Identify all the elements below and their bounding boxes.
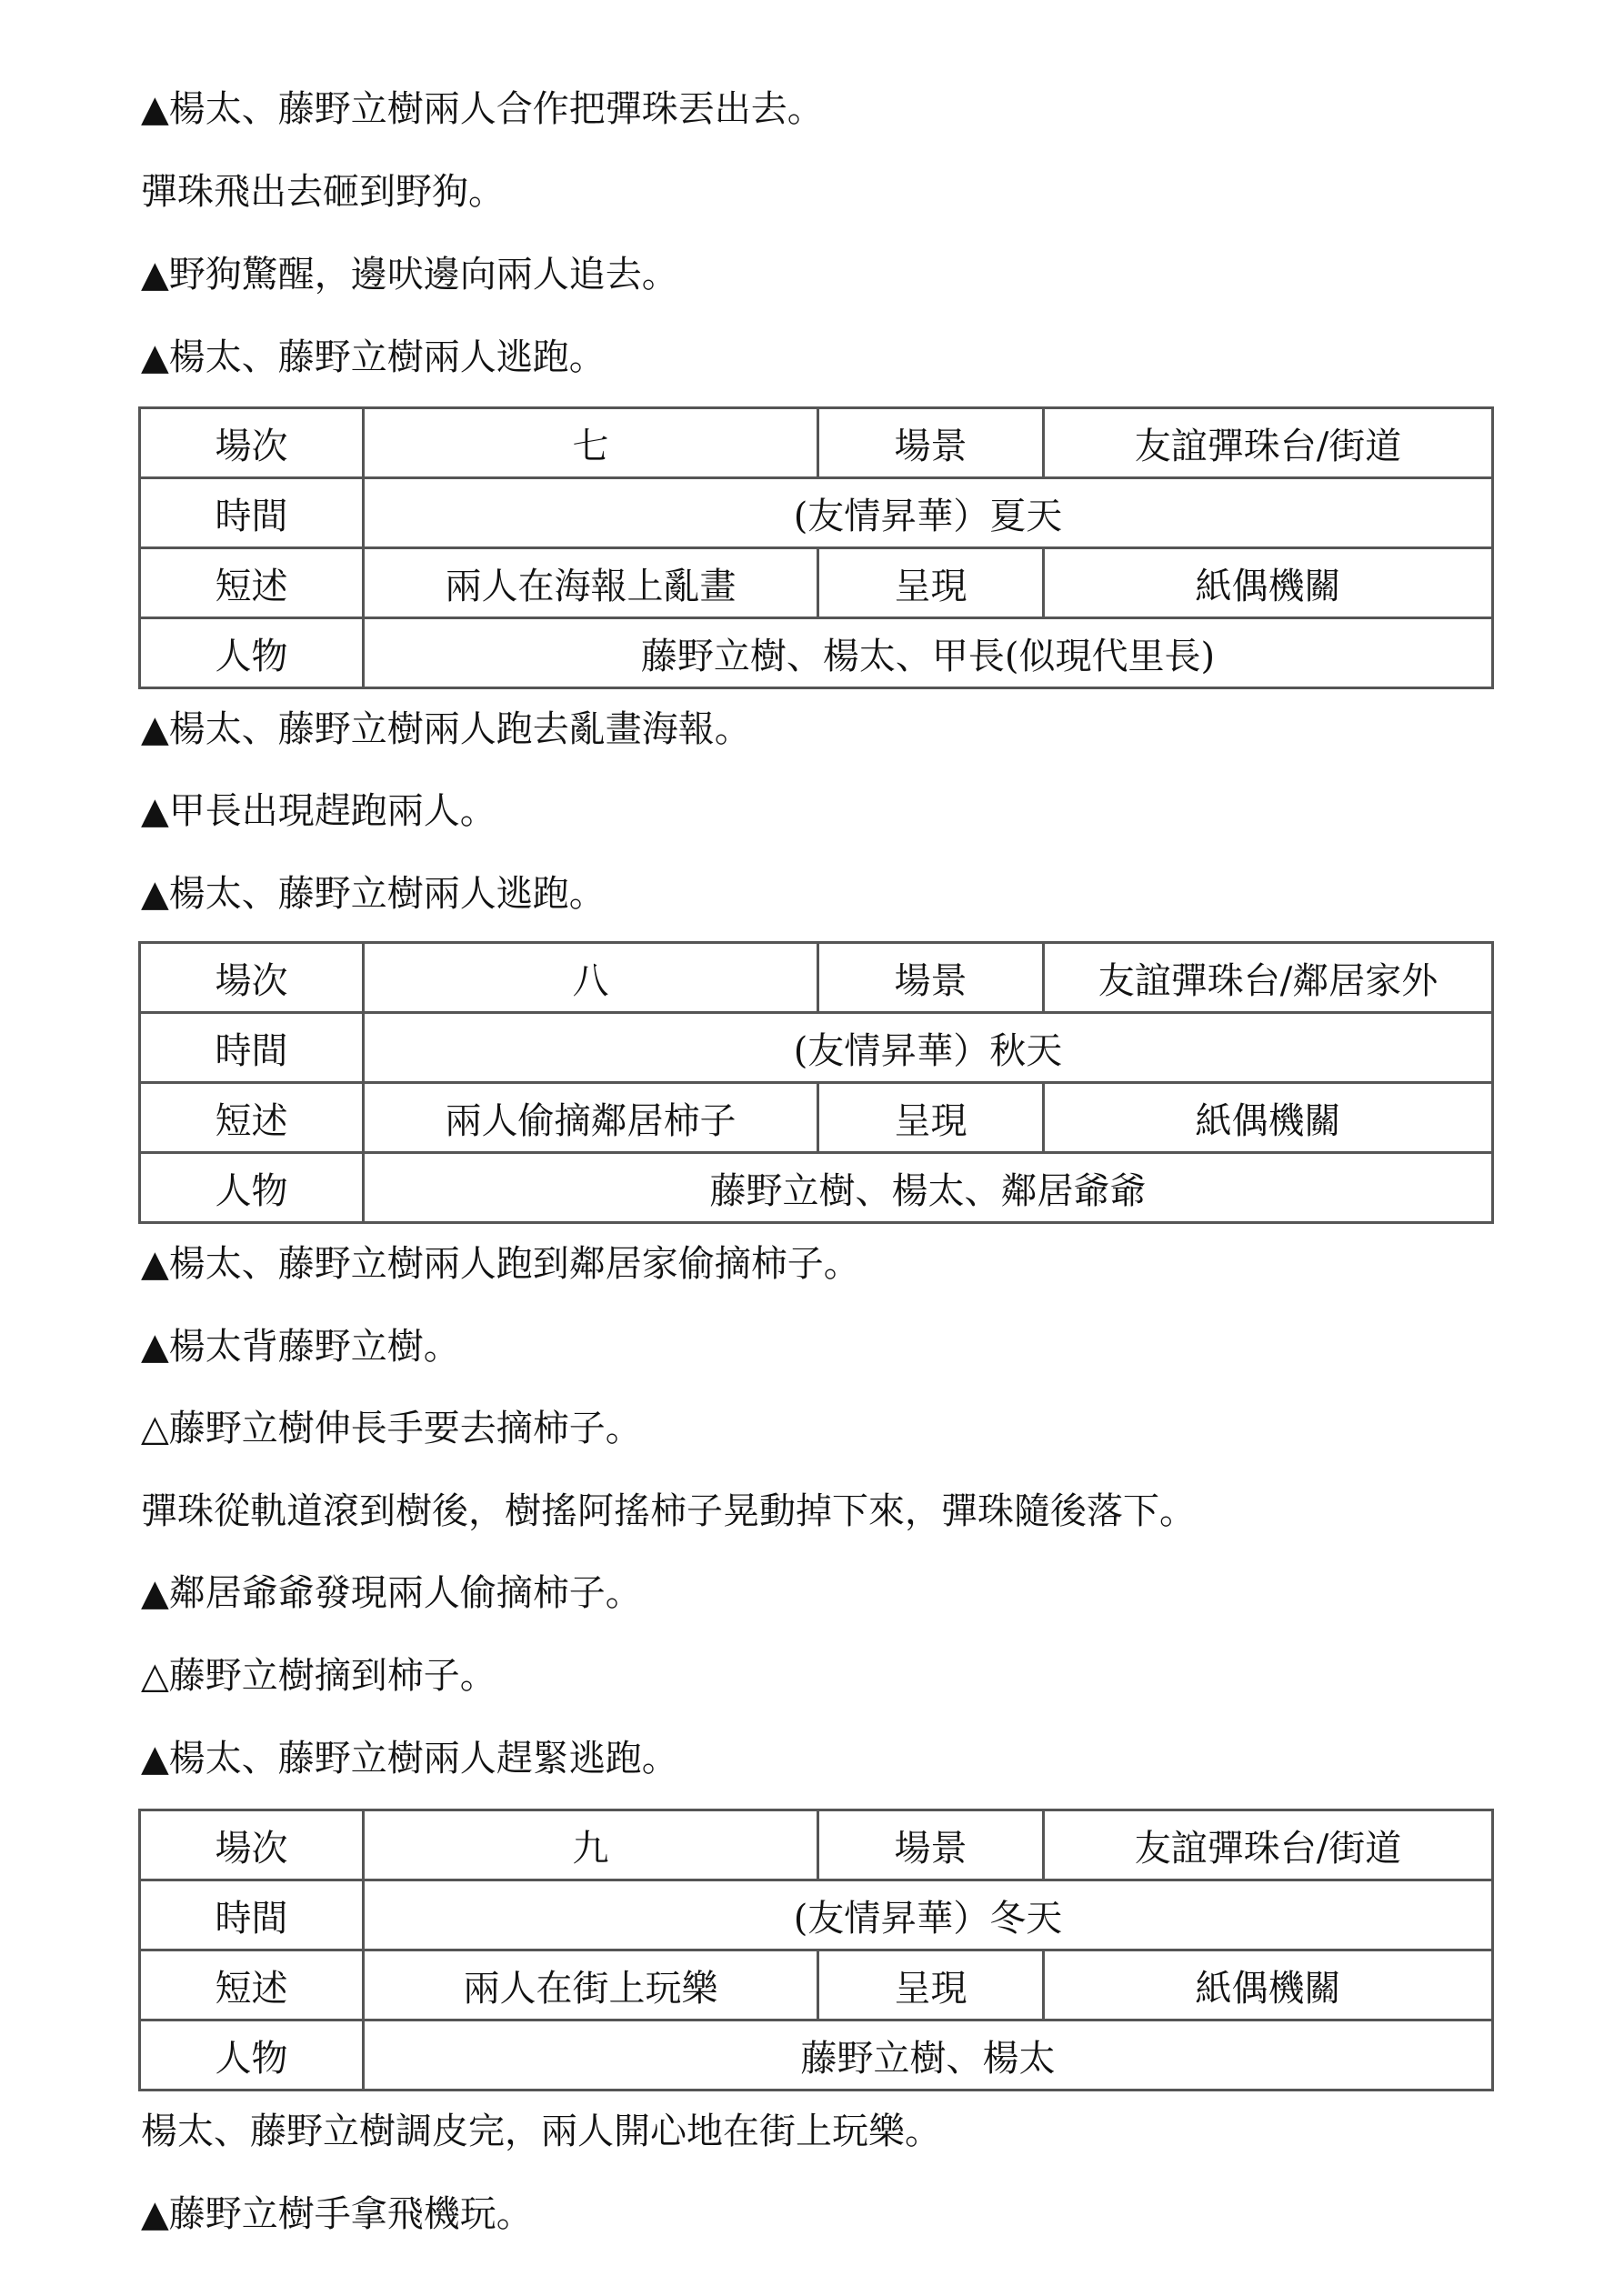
presentation-label: 呈現 bbox=[818, 1950, 1044, 2020]
scene-no-value: 七 bbox=[364, 408, 818, 478]
summary-label: 短述 bbox=[140, 1083, 364, 1153]
scene-table-7 bbox=[138, 406, 1494, 689]
characters-label: 人物 bbox=[140, 2020, 364, 2090]
location-label: 場景 bbox=[818, 943, 1044, 1013]
action-line: ▲藤野立樹手拿飛機玩。 bbox=[141, 2193, 533, 2235]
action-line: ▲楊太、藤野立樹兩人合作把彈珠丟出去。 bbox=[141, 88, 824, 130]
action-line: ▲楊太、藤野立樹兩人跑去亂畫海報。 bbox=[141, 708, 751, 750]
location-label: 場景 bbox=[818, 1810, 1044, 1880]
summary-label: 短述 bbox=[140, 1950, 364, 2020]
action-line: 楊太、藤野立樹調皮完，兩人開心地在街上玩樂。 bbox=[141, 2111, 941, 2152]
characters-value: 藤野立樹、楊太、鄰居爺爺 bbox=[364, 1153, 1493, 1223]
summary-label: 短述 bbox=[140, 548, 364, 618]
action-line: ▲甲長出現趕跑兩人。 bbox=[141, 790, 496, 832]
scene-no-value: 八 bbox=[364, 943, 818, 1013]
characters-value: 藤野立樹、楊太 bbox=[364, 2020, 1493, 2090]
summary-value: 兩人在街上玩樂 bbox=[364, 1950, 818, 2020]
scene-no-label: 場次 bbox=[140, 1810, 364, 1880]
characters-label: 人物 bbox=[140, 618, 364, 688]
action-line: 彈珠飛出去砸到野狗。 bbox=[141, 171, 505, 213]
scene-table-8 bbox=[138, 941, 1494, 1224]
location-value: 友誼彈珠台/街道 bbox=[1044, 1810, 1493, 1880]
time-label: 時間 bbox=[140, 478, 364, 548]
location-value: 友誼彈珠台/鄰居家外 bbox=[1044, 943, 1493, 1013]
presentation-label: 呈現 bbox=[818, 548, 1044, 618]
scene-no-label: 場次 bbox=[140, 408, 364, 478]
action-line: ▲楊太、藤野立樹兩人逃跑。 bbox=[141, 873, 606, 915]
action-line: ▲楊太、藤野立樹兩人逃跑。 bbox=[141, 336, 606, 378]
action-line: ▲鄰居爺爺發現兩人偷摘柿子。 bbox=[141, 1572, 642, 1614]
time-value: (友情昇華）冬天 bbox=[364, 1880, 1493, 1950]
presentation-value: 紙偶機關 bbox=[1044, 1950, 1493, 2020]
time-label: 時間 bbox=[140, 1013, 364, 1083]
summary-value: 兩人偷摘鄰居柿子 bbox=[364, 1083, 818, 1153]
action-line: ▲楊太、藤野立樹兩人跑到鄰居家偷摘柿子。 bbox=[141, 1243, 860, 1285]
action-line: ▲野狗驚醒，邊吠邊向兩人追去。 bbox=[141, 254, 678, 296]
characters-value: 藤野立樹、楊太、甲長(似現代里長) bbox=[364, 618, 1493, 688]
presentation-value: 紙偶機關 bbox=[1044, 548, 1493, 618]
time-value: (友情昇華）夏天 bbox=[364, 478, 1493, 548]
presentation-label: 呈現 bbox=[818, 1083, 1044, 1153]
action-line: ▲楊太、藤野立樹兩人趕緊逃跑。 bbox=[141, 1738, 678, 1780]
characters-label: 人物 bbox=[140, 1153, 364, 1223]
action-line: 彈珠從軌道滾到樹後，樹搖阿搖柿子晃動掉下來，彈珠隨後落下。 bbox=[141, 1490, 1196, 1532]
time-label: 時間 bbox=[140, 1880, 364, 1950]
presentation-value: 紙偶機關 bbox=[1044, 1083, 1493, 1153]
action-line: ▲楊太背藤野立樹。 bbox=[141, 1326, 460, 1368]
scene-table-9 bbox=[138, 1809, 1494, 2091]
location-label: 場景 bbox=[818, 408, 1044, 478]
location-value: 友誼彈珠台/街道 bbox=[1044, 408, 1493, 478]
action-line: △藤野立樹伸長手要去摘柿子。 bbox=[141, 1408, 642, 1449]
action-line: △藤野立樹摘到柿子。 bbox=[141, 1655, 496, 1697]
summary-value: 兩人在海報上亂畫 bbox=[364, 548, 818, 618]
scene-no-label: 場次 bbox=[140, 943, 364, 1013]
scene-no-value: 九 bbox=[364, 1810, 818, 1880]
time-value: (友情昇華）秋天 bbox=[364, 1013, 1493, 1083]
